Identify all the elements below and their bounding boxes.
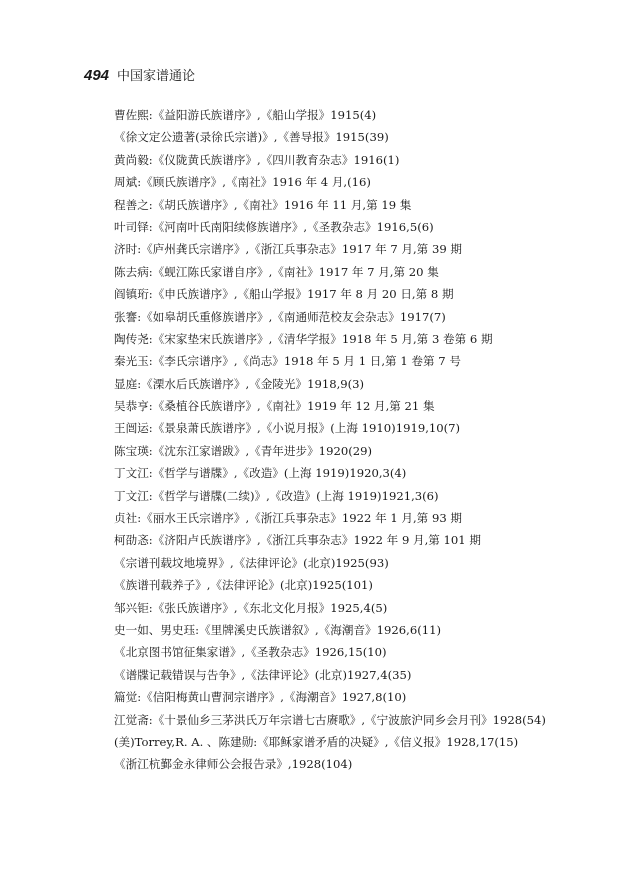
bibliography-entry: 程善之:《胡氏族谱序》,《南社》1916 年 11 月,第 19 集 bbox=[114, 197, 412, 212]
running-title: 中国家谱通论 bbox=[117, 69, 196, 84]
bibliography-entry: 《浙江杭鄞金永律师公会报告录》,1928(104) bbox=[114, 757, 353, 772]
bibliography-entry: 江觉斋:《十景仙乡三茅洪氏万年宗谱七古赓歌》,《宁波旅沪同乡会月刊》1928(54) bbox=[114, 712, 546, 727]
bibliography-entry: 丁文江:《哲学与谱牒》,《改造》(上海 1919)1920,3(4) bbox=[114, 466, 407, 481]
bibliography-entry: 陶传尧:《宋家垫宋氏族谱序》,《清华学报》1918 年 5 月,第 3 卷第 6 期 bbox=[114, 331, 493, 346]
bibliography-entry: 吴恭亨:《桑植谷氏族谱序》,《南社》1919 年 12 月,第 21 集 bbox=[114, 399, 435, 414]
bibliography-entry: 篇觉:《信阳梅黄山曹洞宗谱序》,《海潮音》1927,8(10) bbox=[114, 690, 407, 705]
bibliography-entry: 史一如、男史珏:《里牌溪史氏族谱叙》,《海潮音》1926,6(11) bbox=[114, 622, 442, 637]
bibliography-entry: 周斌:《顾氏族谱序》,《南社》1916 年 4 月,(16) bbox=[114, 175, 371, 190]
bibliography-entry: 《宗谱刊载坟地境界》,《法律评论》(北京)1925(93) bbox=[114, 555, 389, 570]
bibliography-entry: 叶司铎:《河南叶氏南阳续修族谱序》,《圣教杂志》1916,5(6) bbox=[114, 219, 434, 234]
bibliography-entry: 丁文江:《哲学与谱牒(二续)》,《改造》(上海 1919)1921,3(6) bbox=[114, 488, 439, 503]
bibliography-list bbox=[114, 104, 614, 776]
bibliography-entry: 陈去病:《蚬江陈氏家谱自序》,《南社》1917 年 7 月,第 20 集 bbox=[114, 264, 439, 279]
bibliography-entry: 王闿运:《景泉萧氏族谱序》,《小说月报》(上海 1910)1919,10(7) bbox=[114, 421, 461, 436]
bibliography-entry: 贞社:《丽水王氏宗谱序》,《浙江兵事杂志》1922 年 1 月,第 93 期 bbox=[114, 511, 462, 526]
bibliography-entry: 曹佐熙:《益阳游氏族谱序》,《船山学报》1915(4) bbox=[114, 108, 377, 122]
bibliography-entry: 邹兴钜:《张氏族谱序》,《东北文化月报》1925,4(5) bbox=[114, 600, 388, 615]
bibliography-entry: 秦光玉:《李氏宗谱序》,《尚志》1918 年 5 月 1 日,第 1 卷第 7 号 bbox=[114, 354, 461, 369]
page-header bbox=[84, 65, 195, 89]
bibliography-entry: 阎镇珩:《申氏族谱序》,《船山学报》1917 年 8 月 20 日,第 8 期 bbox=[114, 287, 454, 302]
bibliography-entry: 黄尚毅:《仪陇黄氏族谱序》,《四川教育杂志》1916(1) bbox=[114, 152, 400, 167]
bibliography-entry: 《谱牒记载错误与告争》,《法律评论》(北京)1927,4(35) bbox=[114, 667, 412, 682]
bibliography-entry: 柯劭忞:《济阳卢氏族谱序》,《浙江兵事杂志》1922 年 9 月,第 101 期 bbox=[114, 533, 481, 548]
bibliography-entry: 《北京图书馆征集家谱》,《圣教杂志》1926,15(10) bbox=[114, 645, 387, 660]
bibliography-entry: 济时:《庐州龚氏宗谱序》,《浙江兵事杂志》1917 年 7 月,第 39 期 bbox=[114, 242, 462, 257]
bibliography-entry: 《族谱刊载养子》,《法律评论》(北京)1925(101) bbox=[114, 578, 373, 593]
bibliography-entry: (美)Torrey,R. A. 、陈建勋:《耶稣家谱矛盾的决疑》,《信义报》1928,17(15) bbox=[114, 734, 519, 749]
bibliography-entry: 陈宝瑛:《沈东江家谱跋》,《青年进步》1920(29) bbox=[114, 443, 372, 458]
bibliography-entry: 显庭:《溧水后氏族谱序》,《金陵光》1918,9(3) bbox=[114, 376, 365, 391]
page-number: 494 bbox=[84, 67, 110, 84]
bibliography-entry: 《徐文定公遗著(录徐氏宗谱)》,《善导报》1915(39) bbox=[114, 130, 389, 145]
bibliography-entry: 张謇:《如皋胡氏重修族谱序》,《南通师范校友会杂志》1917(7) bbox=[114, 309, 446, 324]
